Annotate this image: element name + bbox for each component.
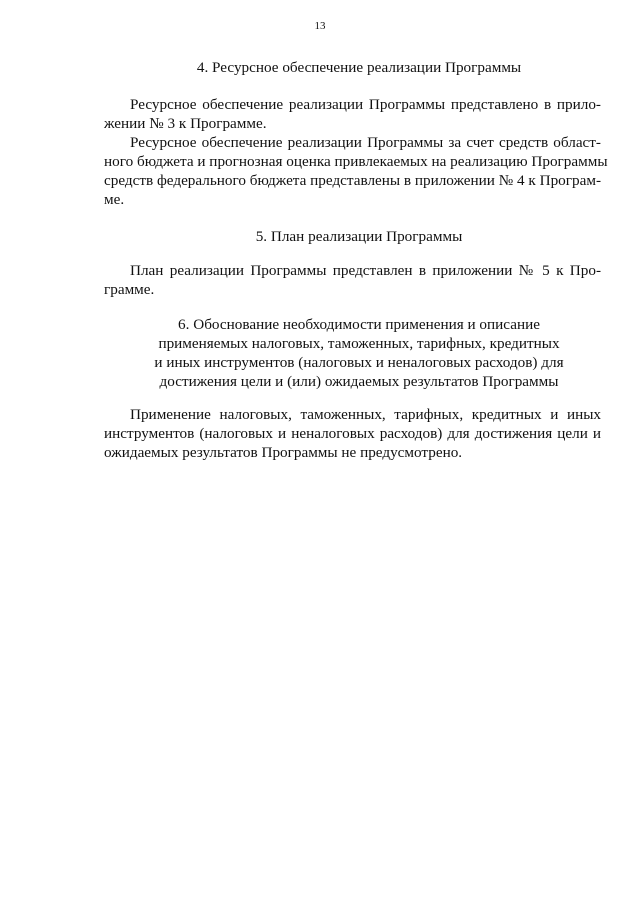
page-content (104, 58, 608, 462)
heading-line: и иных инструментов (налоговых и неналоговых расходов) для (154, 354, 564, 371)
text-line: грамме. (104, 281, 155, 298)
text-line: Ресурсное обеспечение реализации Программы за счет средств област- (130, 134, 601, 151)
section-4-paragraph-2 (104, 133, 608, 209)
text-line: План реализации Программы представлен в приложении № 5 к Про- (130, 262, 601, 279)
text-line: Применение налоговых, таможенных, тарифных, кредитных и иных (130, 406, 601, 423)
section-4-paragraph-1 (104, 95, 601, 133)
text-line: ме. (104, 191, 125, 208)
page-number: 13 (314, 20, 326, 32)
section-5-paragraph-1 (104, 261, 601, 299)
text-line: ожидаемых результатов Программы не предусмотрено. (104, 444, 463, 461)
text-line: жении № 3 к Программе. (104, 115, 267, 132)
heading-line: достижения цели и (или) ожидаемых результатов Программы (159, 373, 559, 390)
section-6-paragraph-1 (104, 405, 601, 462)
text-line: Ресурсное обеспечение реализации Программы представлено в прило- (130, 96, 601, 113)
section-5-heading: 5. План реализации Программы (255, 228, 463, 245)
section-6-heading (117, 315, 601, 391)
text-line: средств федерального бюджета представлены в приложении № 4 к Програм- (104, 172, 601, 189)
text-line: инструментов (налоговых и неналоговых расходов) для достижения цели и (104, 425, 601, 442)
section-4-heading: 4. Ресурсное обеспечение реализации Программы (196, 59, 522, 76)
heading-line: 6. Обоснование необходимости применения и описание (178, 316, 540, 333)
heading-line: применяемых налоговых, таможенных, тарифных, кредитных (158, 335, 560, 352)
text-line: ного бюджета и прогнозная оценка привлекаемых на реализацию Программы (104, 153, 608, 170)
